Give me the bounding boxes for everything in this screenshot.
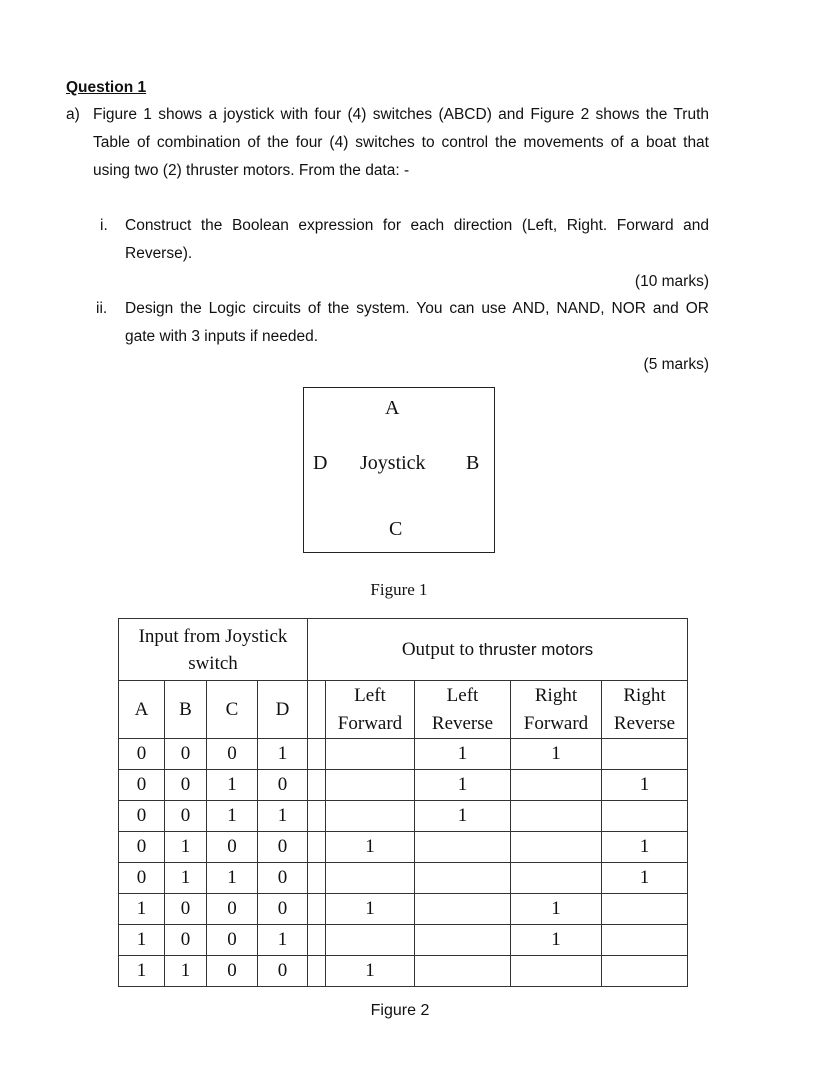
input-col-header: C [207, 681, 258, 739]
output-cell [415, 894, 511, 925]
output-cell [511, 863, 602, 894]
input-cell: 0 [258, 894, 308, 925]
output-cell: 1 [326, 832, 415, 863]
column-gap [308, 739, 326, 770]
input-cell: 0 [207, 925, 258, 956]
output-header-part: Output to [401, 638, 475, 660]
output-cell [602, 894, 688, 925]
joystick-switch-b-label: B [466, 452, 480, 474]
input-cell: 0 [165, 770, 207, 801]
item-i-marks: (10 marks) [634, 273, 709, 290]
part-a-text-line: using two (2) thruster motors. From the data: - [93, 162, 410, 179]
item-i-text-line: Construct the Boolean expression for each direction (Left, Right. Forward and [125, 217, 709, 234]
item-ii-marks: (5 marks) [643, 356, 709, 373]
output-cell [326, 925, 415, 956]
input-cell: 0 [258, 956, 308, 987]
input-cell: 1 [258, 925, 308, 956]
output-col-header-line: Right [623, 684, 666, 706]
output-col-header-line: Forward [523, 712, 589, 734]
figure-1-caption: Figure 1 [370, 580, 428, 599]
joystick-switch-d-label: D [313, 452, 328, 474]
truth-table-row [119, 739, 688, 770]
input-cell: 0 [207, 832, 258, 863]
output-cell [326, 739, 415, 770]
input-cell: 0 [165, 925, 207, 956]
input-cell: 1 [207, 863, 258, 894]
output-cell: 1 [602, 863, 688, 894]
output-cell [511, 801, 602, 832]
output-cell [511, 956, 602, 987]
column-gap [308, 832, 326, 863]
output-col-header-line: Left [446, 684, 479, 706]
output-cell [415, 832, 511, 863]
input-header-line: Input from Joystick [138, 625, 288, 647]
joystick-switch-a-label: A [385, 397, 400, 419]
output-cell [511, 832, 602, 863]
input-cell: 1 [119, 956, 165, 987]
truth-table-row [119, 956, 688, 987]
joystick-switch-c-label: C [389, 518, 403, 540]
output-cell [415, 956, 511, 987]
input-header-line: switch [188, 652, 238, 674]
figure-2-caption: Figure 2 [370, 1002, 430, 1019]
truth-table-row [119, 801, 688, 832]
output-cell: 1 [602, 770, 688, 801]
output-col-header-line: Forward [337, 712, 403, 734]
column-gap [308, 894, 326, 925]
output-cell [326, 770, 415, 801]
output-col-header [326, 681, 415, 739]
input-cell: 1 [119, 925, 165, 956]
item-ii-text-line: gate with 3 inputs if needed. [125, 328, 319, 345]
truth-table-body [119, 739, 688, 987]
output-cell: 1 [326, 894, 415, 925]
output-col-header-line: Reverse [431, 712, 494, 734]
output-cell [602, 801, 688, 832]
input-header [119, 619, 308, 681]
item-i-label: i. [100, 217, 108, 234]
input-cell: 1 [119, 894, 165, 925]
part-a-text-line: Table of combination of the four (4) switches to control the movements of a boat that [93, 134, 709, 151]
output-col-header [415, 681, 511, 739]
question-title: Question 1 [66, 79, 147, 96]
truth-table-row [119, 863, 688, 894]
input-cell: 1 [258, 739, 308, 770]
column-gap [308, 801, 326, 832]
output-cell [326, 863, 415, 894]
input-cell: 1 [165, 863, 207, 894]
joystick-center-label: Joystick [360, 452, 426, 474]
output-col-header [602, 681, 688, 739]
input-cell: 0 [207, 956, 258, 987]
output-header [308, 619, 688, 681]
output-cell: 1 [511, 739, 602, 770]
column-gap [308, 770, 326, 801]
input-cell: 1 [165, 832, 207, 863]
input-cell: 1 [258, 801, 308, 832]
output-cell: 1 [511, 925, 602, 956]
output-col-header [511, 681, 602, 739]
output-cell [602, 739, 688, 770]
output-cell [602, 925, 688, 956]
input-cell: 0 [165, 801, 207, 832]
output-col-header-line: Reverse [613, 712, 676, 734]
column-gap [308, 681, 326, 739]
column-gap [308, 863, 326, 894]
output-col-header-line: Right [534, 684, 578, 706]
item-ii-text-line: Design the Logic circuits of the system. You can use AND, NAND, NOR and OR [125, 300, 709, 317]
input-cell: 0 [258, 863, 308, 894]
output-cell: 1 [511, 894, 602, 925]
output-cell [415, 863, 511, 894]
input-cell: 0 [119, 739, 165, 770]
input-cell: 0 [165, 894, 207, 925]
part-a-label: a) [66, 106, 80, 123]
output-cell: 1 [415, 801, 511, 832]
input-cell: 0 [258, 832, 308, 863]
output-cell [415, 925, 511, 956]
item-ii-label: ii. [96, 300, 108, 317]
input-cell: 0 [258, 770, 308, 801]
truth-table [118, 618, 688, 987]
input-col-header: A [119, 681, 165, 739]
input-col-header: B [165, 681, 207, 739]
input-cell: 0 [207, 894, 258, 925]
input-cell: 0 [119, 770, 165, 801]
input-cell: 0 [119, 801, 165, 832]
input-cell: 0 [119, 832, 165, 863]
column-gap [308, 956, 326, 987]
output-header-part: thruster motors [478, 639, 594, 659]
input-cell: 1 [165, 956, 207, 987]
output-col-header-line: Left [354, 684, 386, 706]
column-gap [308, 925, 326, 956]
input-cell: 0 [119, 863, 165, 894]
output-cell: 1 [326, 956, 415, 987]
input-cell: 0 [207, 739, 258, 770]
output-cell [511, 770, 602, 801]
input-cell: 0 [165, 739, 207, 770]
output-cell [602, 956, 688, 987]
output-cell [326, 801, 415, 832]
input-cell: 1 [207, 801, 258, 832]
output-cell: 1 [415, 770, 511, 801]
output-cell: 1 [602, 832, 688, 863]
input-cell: 1 [207, 770, 258, 801]
truth-table-row [119, 770, 688, 801]
truth-table-row [119, 894, 688, 925]
part-a-text-line: Figure 1 shows a joystick with four (4) switches (ABCD) and Figure 2 shows the Truth [93, 106, 709, 123]
truth-table-row [119, 925, 688, 956]
truth-table-row [119, 832, 688, 863]
item-i-text-line: Reverse). [125, 245, 193, 262]
input-col-header: D [258, 681, 308, 739]
output-cell: 1 [415, 739, 511, 770]
